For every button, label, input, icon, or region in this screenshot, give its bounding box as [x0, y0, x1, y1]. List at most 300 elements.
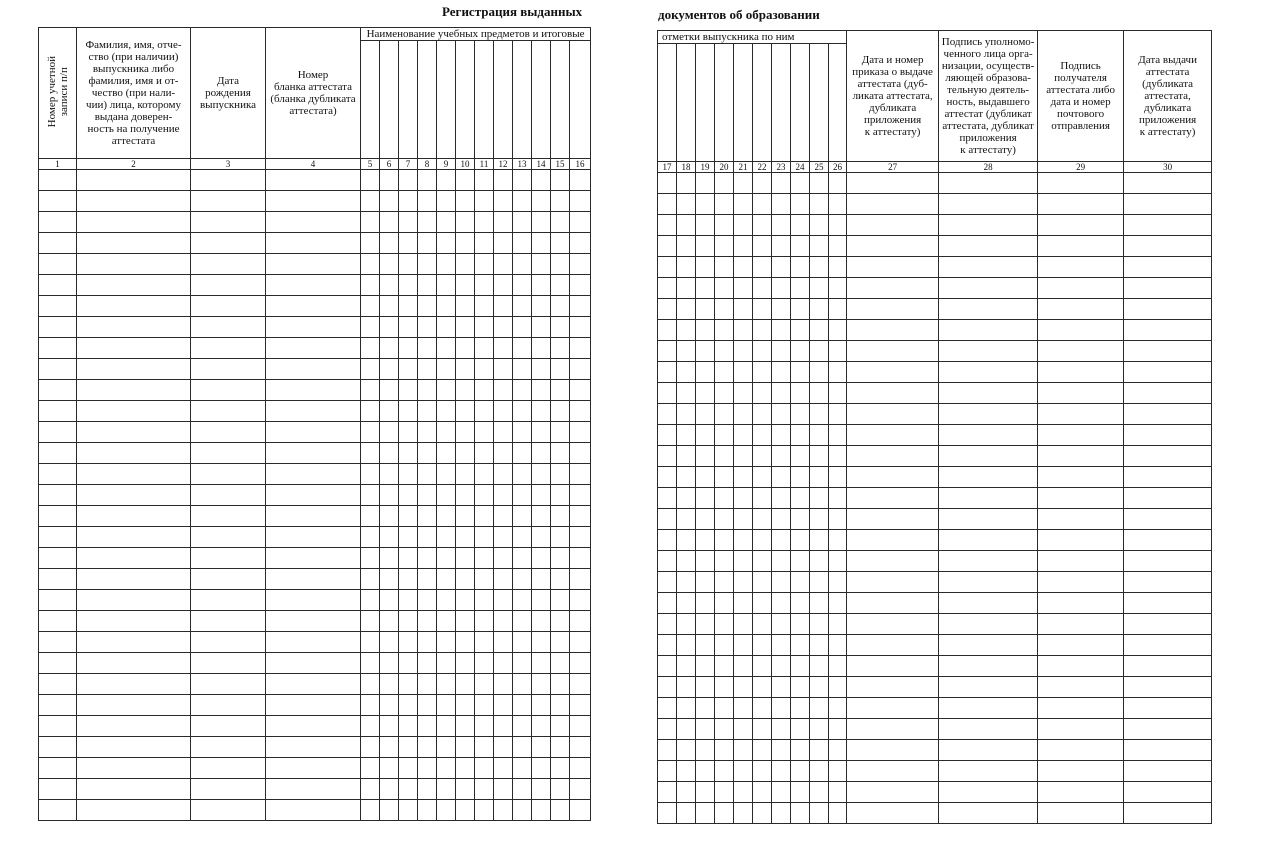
- table-cell[interactable]: [829, 488, 847, 509]
- table-cell[interactable]: [380, 233, 399, 254]
- table-cell[interactable]: [494, 485, 513, 506]
- table-cell[interactable]: [658, 614, 677, 635]
- table-cell[interactable]: [399, 779, 418, 800]
- table-cell[interactable]: [570, 338, 591, 359]
- table-cell[interactable]: [1038, 551, 1124, 572]
- table-cell[interactable]: [810, 467, 829, 488]
- table-cell[interactable]: [551, 485, 570, 506]
- table-cell[interactable]: [266, 590, 361, 611]
- table-cell[interactable]: [791, 194, 810, 215]
- table-cell[interactable]: [939, 362, 1038, 383]
- table-cell[interactable]: [1038, 362, 1124, 383]
- table-cell[interactable]: [791, 236, 810, 257]
- table-cell[interactable]: [570, 233, 591, 254]
- table-cell[interactable]: [77, 212, 191, 233]
- table-cell[interactable]: [829, 320, 847, 341]
- table-cell[interactable]: [494, 716, 513, 737]
- table-cell[interactable]: [677, 215, 696, 236]
- table-cell[interactable]: [810, 488, 829, 509]
- table-cell[interactable]: [437, 380, 456, 401]
- table-cell[interactable]: [658, 803, 677, 824]
- table-cell[interactable]: [677, 404, 696, 425]
- table-cell[interactable]: [772, 257, 791, 278]
- table-cell[interactable]: [494, 275, 513, 296]
- table-cell[interactable]: [753, 509, 772, 530]
- table-cell[interactable]: [437, 485, 456, 506]
- table-cell[interactable]: [475, 422, 494, 443]
- table-cell[interactable]: [551, 338, 570, 359]
- table-cell[interactable]: [361, 695, 380, 716]
- table-cell[interactable]: [437, 716, 456, 737]
- table-cell[interactable]: [772, 215, 791, 236]
- table-cell[interactable]: [77, 506, 191, 527]
- table-cell[interactable]: [1038, 446, 1124, 467]
- table-cell[interactable]: [437, 527, 456, 548]
- table-cell[interactable]: [551, 590, 570, 611]
- table-cell[interactable]: [266, 737, 361, 758]
- table-cell[interactable]: [677, 656, 696, 677]
- table-cell[interactable]: [939, 635, 1038, 656]
- table-cell[interactable]: [939, 530, 1038, 551]
- table-cell[interactable]: [266, 422, 361, 443]
- table-cell[interactable]: [791, 173, 810, 194]
- table-cell[interactable]: [847, 698, 939, 719]
- table-cell[interactable]: [753, 383, 772, 404]
- table-cell[interactable]: [437, 506, 456, 527]
- table-cell[interactable]: [734, 194, 753, 215]
- table-cell[interactable]: [266, 275, 361, 296]
- table-cell[interactable]: [77, 338, 191, 359]
- table-cell[interactable]: [399, 527, 418, 548]
- table-cell[interactable]: [715, 299, 734, 320]
- table-cell[interactable]: [191, 380, 266, 401]
- table-cell[interactable]: [494, 233, 513, 254]
- table-cell[interactable]: [418, 212, 437, 233]
- table-cell[interactable]: [829, 530, 847, 551]
- table-cell[interactable]: [437, 443, 456, 464]
- table-cell[interactable]: [753, 656, 772, 677]
- table-cell[interactable]: [191, 737, 266, 758]
- table-cell[interactable]: [847, 488, 939, 509]
- table-cell[interactable]: [191, 254, 266, 275]
- table-cell[interactable]: [418, 611, 437, 632]
- table-cell[interactable]: [191, 716, 266, 737]
- table-cell[interactable]: [266, 527, 361, 548]
- table-cell[interactable]: [399, 485, 418, 506]
- table-cell[interactable]: [791, 362, 810, 383]
- table-cell[interactable]: [677, 278, 696, 299]
- table-cell[interactable]: [939, 593, 1038, 614]
- table-cell[interactable]: [399, 632, 418, 653]
- table-cell[interactable]: [191, 695, 266, 716]
- table-cell[interactable]: [753, 635, 772, 656]
- table-cell[interactable]: [513, 548, 532, 569]
- table-cell[interactable]: [551, 254, 570, 275]
- table-cell[interactable]: [810, 509, 829, 530]
- table-cell[interactable]: [677, 299, 696, 320]
- table-cell[interactable]: [715, 551, 734, 572]
- table-cell[interactable]: [399, 506, 418, 527]
- table-cell[interactable]: [810, 530, 829, 551]
- table-cell[interactable]: [1038, 404, 1124, 425]
- table-cell[interactable]: [715, 572, 734, 593]
- table-cell[interactable]: [494, 611, 513, 632]
- table-cell[interactable]: [399, 401, 418, 422]
- table-cell[interactable]: [437, 233, 456, 254]
- table-cell[interactable]: [939, 257, 1038, 278]
- table-cell[interactable]: [437, 611, 456, 632]
- table-cell[interactable]: [361, 758, 380, 779]
- table-cell[interactable]: [418, 590, 437, 611]
- table-cell[interactable]: [77, 401, 191, 422]
- table-cell[interactable]: [570, 737, 591, 758]
- table-cell[interactable]: [829, 425, 847, 446]
- table-cell[interactable]: [551, 674, 570, 695]
- table-cell[interactable]: [380, 170, 399, 191]
- table-cell[interactable]: [696, 467, 715, 488]
- table-cell[interactable]: [77, 800, 191, 821]
- table-cell[interactable]: [772, 362, 791, 383]
- table-cell[interactable]: [753, 299, 772, 320]
- table-cell[interactable]: [772, 488, 791, 509]
- table-cell[interactable]: [399, 611, 418, 632]
- table-cell[interactable]: [570, 170, 591, 191]
- table-cell[interactable]: [513, 422, 532, 443]
- table-cell[interactable]: [494, 758, 513, 779]
- table-cell[interactable]: [570, 401, 591, 422]
- table-cell[interactable]: [191, 674, 266, 695]
- table-cell[interactable]: [829, 740, 847, 761]
- table-cell[interactable]: [266, 632, 361, 653]
- table-cell[interactable]: [456, 254, 475, 275]
- table-cell[interactable]: [551, 716, 570, 737]
- table-cell[interactable]: [475, 443, 494, 464]
- table-cell[interactable]: [456, 527, 475, 548]
- table-cell[interactable]: [734, 572, 753, 593]
- table-cell[interactable]: [939, 509, 1038, 530]
- table-cell[interactable]: [456, 674, 475, 695]
- table-cell[interactable]: [532, 527, 551, 548]
- table-cell[interactable]: [1038, 698, 1124, 719]
- table-cell[interactable]: [715, 740, 734, 761]
- table-cell[interactable]: [810, 740, 829, 761]
- table-cell[interactable]: [791, 761, 810, 782]
- table-cell[interactable]: [456, 317, 475, 338]
- table-cell[interactable]: [418, 548, 437, 569]
- table-cell[interactable]: [551, 275, 570, 296]
- table-cell[interactable]: [266, 485, 361, 506]
- table-cell[interactable]: [380, 464, 399, 485]
- table-cell[interactable]: [418, 443, 437, 464]
- table-cell[interactable]: [532, 338, 551, 359]
- table-cell[interactable]: [475, 716, 494, 737]
- table-cell[interactable]: [1124, 572, 1212, 593]
- table-cell[interactable]: [658, 320, 677, 341]
- table-cell[interactable]: [829, 257, 847, 278]
- table-cell[interactable]: [418, 170, 437, 191]
- table-cell[interactable]: [399, 716, 418, 737]
- table-cell[interactable]: [570, 800, 591, 821]
- table-cell[interactable]: [829, 782, 847, 803]
- table-cell[interactable]: [551, 422, 570, 443]
- table-cell[interactable]: [677, 593, 696, 614]
- table-cell[interactable]: [551, 296, 570, 317]
- table-cell[interactable]: [456, 338, 475, 359]
- table-cell[interactable]: [570, 653, 591, 674]
- table-cell[interactable]: [696, 236, 715, 257]
- table-cell[interactable]: [847, 656, 939, 677]
- table-cell[interactable]: [456, 422, 475, 443]
- table-cell[interactable]: [677, 446, 696, 467]
- table-cell[interactable]: [791, 551, 810, 572]
- table-cell[interactable]: [361, 191, 380, 212]
- table-cell[interactable]: [380, 359, 399, 380]
- table-cell[interactable]: [696, 320, 715, 341]
- table-cell[interactable]: [532, 779, 551, 800]
- table-cell[interactable]: [437, 359, 456, 380]
- table-cell[interactable]: [696, 761, 715, 782]
- table-cell[interactable]: [494, 254, 513, 275]
- table-cell[interactable]: [551, 569, 570, 590]
- table-cell[interactable]: [791, 425, 810, 446]
- table-cell[interactable]: [696, 278, 715, 299]
- table-cell[interactable]: [847, 278, 939, 299]
- table-cell[interactable]: [191, 317, 266, 338]
- table-cell[interactable]: [753, 551, 772, 572]
- table-cell[interactable]: [847, 320, 939, 341]
- table-cell[interactable]: [266, 254, 361, 275]
- table-cell[interactable]: [715, 635, 734, 656]
- table-cell[interactable]: [551, 548, 570, 569]
- table-cell[interactable]: [734, 362, 753, 383]
- table-cell[interactable]: [939, 782, 1038, 803]
- table-cell[interactable]: [551, 632, 570, 653]
- table-cell[interactable]: [380, 296, 399, 317]
- table-cell[interactable]: [437, 191, 456, 212]
- table-cell[interactable]: [266, 401, 361, 422]
- table-cell[interactable]: [532, 422, 551, 443]
- table-cell[interactable]: [829, 572, 847, 593]
- table-cell[interactable]: [1124, 698, 1212, 719]
- table-cell[interactable]: [810, 572, 829, 593]
- table-cell[interactable]: [1038, 803, 1124, 824]
- table-cell[interactable]: [1124, 593, 1212, 614]
- table-cell[interactable]: [658, 467, 677, 488]
- table-cell[interactable]: [361, 590, 380, 611]
- table-cell[interactable]: [772, 803, 791, 824]
- table-cell[interactable]: [847, 635, 939, 656]
- table-cell[interactable]: [77, 191, 191, 212]
- table-cell[interactable]: [829, 404, 847, 425]
- table-cell[interactable]: [939, 719, 1038, 740]
- table-cell[interactable]: [191, 527, 266, 548]
- table-cell[interactable]: [658, 404, 677, 425]
- table-cell[interactable]: [734, 278, 753, 299]
- table-cell[interactable]: [39, 758, 77, 779]
- table-cell[interactable]: [399, 254, 418, 275]
- table-cell[interactable]: [399, 464, 418, 485]
- table-cell[interactable]: [456, 779, 475, 800]
- table-cell[interactable]: [456, 695, 475, 716]
- table-cell[interactable]: [791, 320, 810, 341]
- table-cell[interactable]: [715, 341, 734, 362]
- table-cell[interactable]: [399, 233, 418, 254]
- table-cell[interactable]: [570, 485, 591, 506]
- table-cell[interactable]: [772, 593, 791, 614]
- table-cell[interactable]: [696, 530, 715, 551]
- table-cell[interactable]: [715, 215, 734, 236]
- table-cell[interactable]: [380, 191, 399, 212]
- table-cell[interactable]: [191, 443, 266, 464]
- table-cell[interactable]: [437, 422, 456, 443]
- table-cell[interactable]: [513, 653, 532, 674]
- table-cell[interactable]: [677, 635, 696, 656]
- table-cell[interactable]: [361, 506, 380, 527]
- table-cell[interactable]: [734, 614, 753, 635]
- table-cell[interactable]: [77, 569, 191, 590]
- table-cell[interactable]: [191, 485, 266, 506]
- table-cell[interactable]: [399, 380, 418, 401]
- table-cell[interactable]: [532, 737, 551, 758]
- table-cell[interactable]: [939, 236, 1038, 257]
- table-cell[interactable]: [361, 422, 380, 443]
- table-cell[interactable]: [418, 758, 437, 779]
- table-cell[interactable]: [772, 719, 791, 740]
- table-cell[interactable]: [437, 569, 456, 590]
- table-cell[interactable]: [77, 548, 191, 569]
- table-cell[interactable]: [399, 800, 418, 821]
- table-cell[interactable]: [380, 506, 399, 527]
- table-cell[interactable]: [191, 401, 266, 422]
- table-cell[interactable]: [456, 590, 475, 611]
- table-cell[interactable]: [380, 212, 399, 233]
- table-cell[interactable]: [361, 800, 380, 821]
- table-cell[interactable]: [791, 677, 810, 698]
- table-cell[interactable]: [361, 233, 380, 254]
- table-cell[interactable]: [399, 737, 418, 758]
- table-cell[interactable]: [361, 653, 380, 674]
- table-cell[interactable]: [791, 635, 810, 656]
- table-cell[interactable]: [939, 488, 1038, 509]
- table-cell[interactable]: [380, 380, 399, 401]
- table-cell[interactable]: [829, 446, 847, 467]
- table-cell[interactable]: [753, 215, 772, 236]
- table-cell[interactable]: [39, 212, 77, 233]
- table-cell[interactable]: [39, 485, 77, 506]
- table-cell[interactable]: [939, 173, 1038, 194]
- table-cell[interactable]: [418, 779, 437, 800]
- table-cell[interactable]: [456, 716, 475, 737]
- table-cell[interactable]: [418, 296, 437, 317]
- table-cell[interactable]: [1038, 509, 1124, 530]
- table-cell[interactable]: [551, 611, 570, 632]
- table-cell[interactable]: [494, 674, 513, 695]
- table-cell[interactable]: [532, 548, 551, 569]
- table-cell[interactable]: [380, 338, 399, 359]
- table-cell[interactable]: [39, 233, 77, 254]
- table-cell[interactable]: [361, 569, 380, 590]
- table-cell[interactable]: [677, 257, 696, 278]
- table-cell[interactable]: [1124, 236, 1212, 257]
- table-cell[interactable]: [399, 653, 418, 674]
- table-cell[interactable]: [715, 236, 734, 257]
- table-cell[interactable]: [77, 464, 191, 485]
- table-cell[interactable]: [829, 635, 847, 656]
- table-cell[interactable]: [399, 695, 418, 716]
- table-cell[interactable]: [437, 296, 456, 317]
- table-cell[interactable]: [39, 359, 77, 380]
- table-cell[interactable]: [475, 674, 494, 695]
- table-cell[interactable]: [1124, 446, 1212, 467]
- table-cell[interactable]: [513, 296, 532, 317]
- table-cell[interactable]: [418, 632, 437, 653]
- table-cell[interactable]: [266, 695, 361, 716]
- table-cell[interactable]: [1038, 278, 1124, 299]
- table-cell[interactable]: [772, 782, 791, 803]
- table-cell[interactable]: [847, 194, 939, 215]
- table-cell[interactable]: [658, 740, 677, 761]
- table-cell[interactable]: [570, 590, 591, 611]
- table-cell[interactable]: [399, 359, 418, 380]
- table-cell[interactable]: [696, 551, 715, 572]
- table-cell[interactable]: [418, 233, 437, 254]
- table-cell[interactable]: [1124, 362, 1212, 383]
- table-cell[interactable]: [361, 380, 380, 401]
- table-cell[interactable]: [791, 278, 810, 299]
- table-cell[interactable]: [191, 338, 266, 359]
- table-cell[interactable]: [847, 446, 939, 467]
- table-cell[interactable]: [39, 653, 77, 674]
- table-cell[interactable]: [532, 695, 551, 716]
- table-cell[interactable]: [456, 296, 475, 317]
- table-cell[interactable]: [77, 758, 191, 779]
- table-cell[interactable]: [677, 320, 696, 341]
- table-cell[interactable]: [77, 695, 191, 716]
- table-cell[interactable]: [456, 506, 475, 527]
- table-cell[interactable]: [380, 548, 399, 569]
- table-cell[interactable]: [437, 212, 456, 233]
- table-cell[interactable]: [361, 338, 380, 359]
- table-cell[interactable]: [494, 401, 513, 422]
- table-cell[interactable]: [191, 275, 266, 296]
- table-cell[interactable]: [418, 464, 437, 485]
- table-cell[interactable]: [753, 341, 772, 362]
- table-cell[interactable]: [39, 443, 77, 464]
- table-cell[interactable]: [772, 572, 791, 593]
- table-cell[interactable]: [658, 425, 677, 446]
- table-cell[interactable]: [418, 716, 437, 737]
- table-cell[interactable]: [677, 467, 696, 488]
- table-cell[interactable]: [734, 173, 753, 194]
- table-cell[interactable]: [847, 173, 939, 194]
- table-cell[interactable]: [475, 317, 494, 338]
- table-cell[interactable]: [829, 698, 847, 719]
- table-cell[interactable]: [494, 569, 513, 590]
- table-cell[interactable]: [532, 401, 551, 422]
- table-cell[interactable]: [399, 674, 418, 695]
- table-cell[interactable]: [437, 737, 456, 758]
- table-cell[interactable]: [658, 362, 677, 383]
- table-cell[interactable]: [696, 698, 715, 719]
- table-cell[interactable]: [715, 425, 734, 446]
- table-cell[interactable]: [939, 278, 1038, 299]
- table-cell[interactable]: [734, 488, 753, 509]
- table-cell[interactable]: [1038, 635, 1124, 656]
- table-cell[interactable]: [494, 800, 513, 821]
- table-cell[interactable]: [1124, 383, 1212, 404]
- table-cell[interactable]: [753, 614, 772, 635]
- table-cell[interactable]: [570, 779, 591, 800]
